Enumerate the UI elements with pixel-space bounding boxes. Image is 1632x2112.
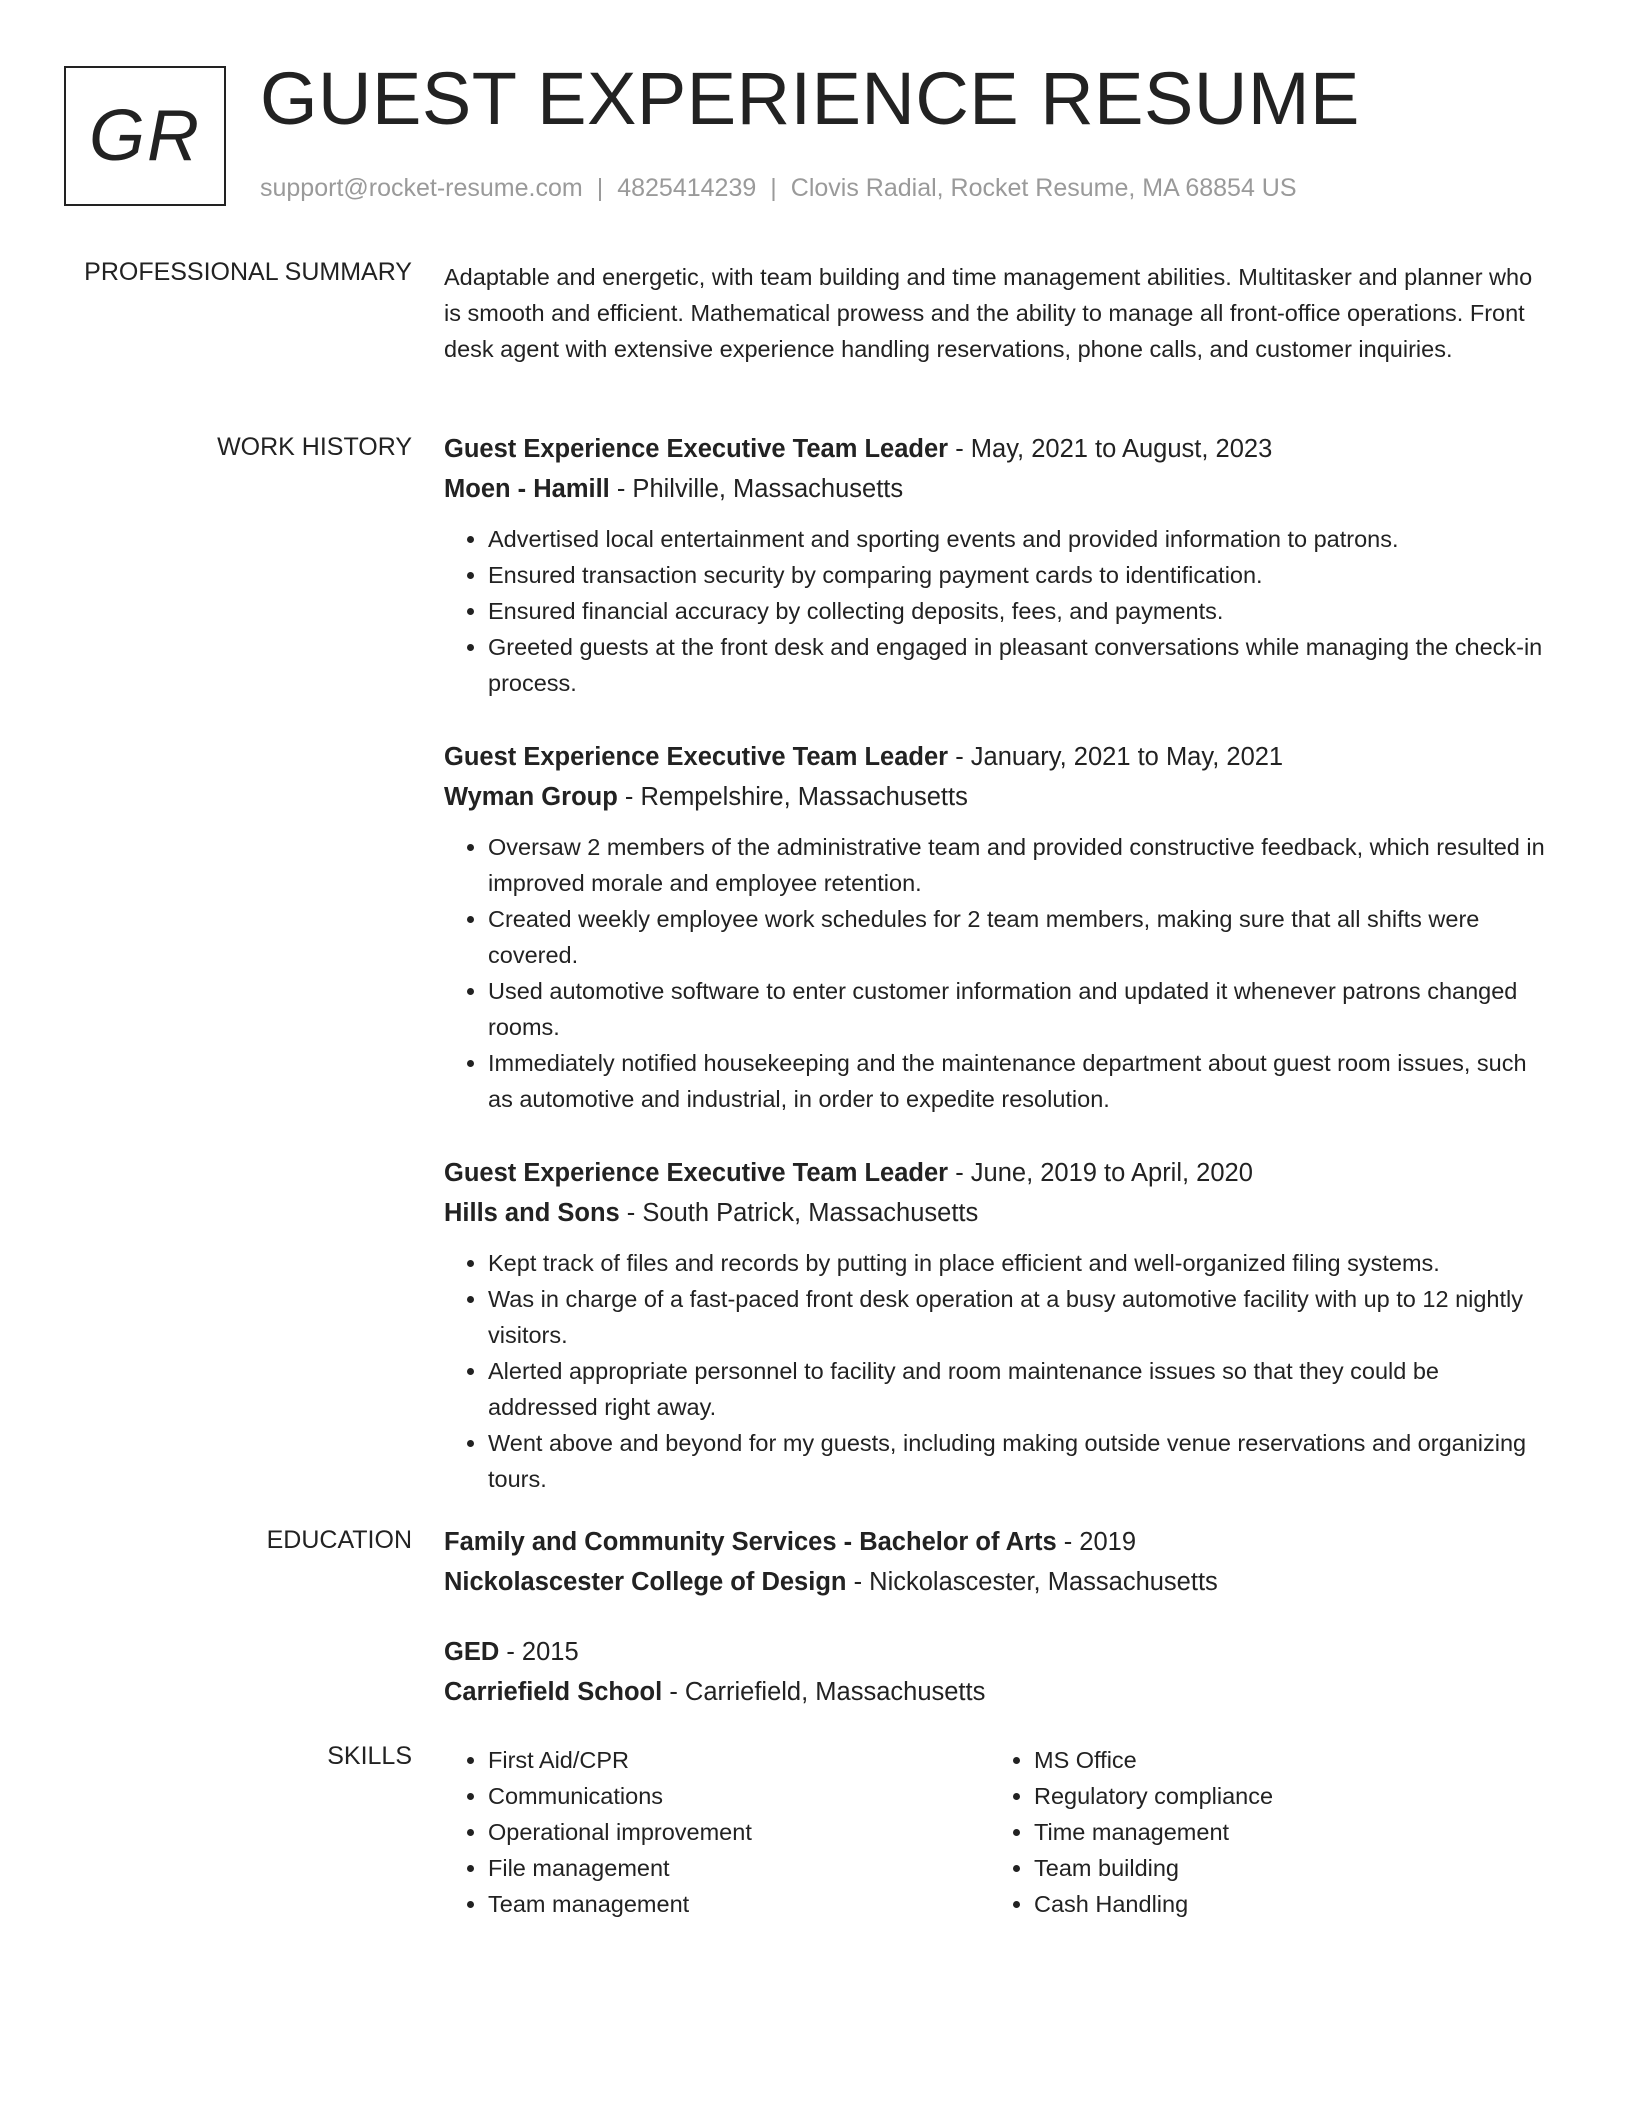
section-label-work: WORK HISTORY — [217, 433, 412, 461]
monogram-box — [64, 66, 226, 206]
skills-list-right — [990, 1742, 1536, 1922]
summary-body — [444, 259, 1554, 367]
job-location: - South Patrick, Massachusetts — [626, 1199, 979, 1227]
skill-item: • Regulatory compliance — [1034, 1778, 1536, 1814]
edu-degree-line — [444, 1522, 1554, 1562]
job-title: Guest Experience Executive Team Leader — [444, 1159, 949, 1187]
job-title-line — [444, 1153, 1554, 1193]
contact-address: Clovis Radial, Rocket Resume, MA 68854 US — [790, 174, 1297, 202]
edu-degree: GED — [444, 1638, 500, 1666]
job-entry — [444, 737, 1554, 1117]
skill-item: • Team building — [1034, 1850, 1536, 1886]
skill-item: • Time management — [1034, 1814, 1536, 1850]
contact-separator: | — [770, 174, 777, 202]
job-bullet: • Immediately notified housekeeping and the maintenance department about guest room issues, such as automotive and industrial, in order to expedite resolution. — [488, 1045, 1554, 1117]
skill-item: • Cash Handling — [1034, 1886, 1536, 1922]
edu-school: Carriefield School — [444, 1678, 663, 1706]
job-bullet: • Kept track of files and records by putting in place efficient and well-organized filing systems. — [488, 1245, 1554, 1281]
skill-item: • Communications — [488, 1778, 990, 1814]
job-company: Wyman Group — [444, 783, 618, 811]
monogram-initials: GR — [89, 96, 201, 176]
job-bullet: • Was in charge of a fast-paced front desk operation at a busy automotive facility with up to 12 nightly visitors. — [488, 1281, 1554, 1353]
contact-separator: | — [596, 174, 604, 202]
job-dates: - January, 2021 to May, 2021 — [955, 743, 1284, 771]
job-bullet: • Greeted guests at the front desk and engaged in pleasant conversations while managing the check-in process. — [488, 629, 1554, 701]
edu-year: - 2015 — [506, 1638, 579, 1666]
skill-item: • MS Office — [1034, 1742, 1536, 1778]
edu-school-line — [444, 1672, 1554, 1712]
job-bullet: • Used automotive software to enter customer information and updated it whenever patrons changed rooms. — [488, 973, 1554, 1045]
job-bullet: • Ensured financial accuracy by collecting deposits, fees, and payments. — [488, 593, 1554, 629]
job-title: Guest Experience Executive Team Leader — [444, 435, 949, 463]
skill-item: • Team management — [488, 1886, 990, 1922]
contact-line — [260, 174, 1297, 203]
edu-degree-line — [444, 1632, 1554, 1672]
edu-location: - Nickolascester, Massachusetts — [853, 1568, 1218, 1596]
job-company: Moen - Hamill — [444, 475, 610, 503]
edu-degree: Family and Community Services - Bachelor of Arts — [444, 1528, 1057, 1556]
education-entry — [444, 1522, 1554, 1602]
job-company-line — [444, 469, 1554, 509]
job-title: Guest Experience Executive Team Leader — [444, 743, 949, 771]
edu-year: - 2019 — [1063, 1528, 1137, 1556]
job-bullets — [444, 829, 1554, 1117]
job-title-line — [444, 737, 1554, 777]
skills-body — [444, 1742, 1554, 1922]
job-bullet: • Ensured transaction security by comparing payment cards to identification. — [488, 557, 1554, 593]
job-bullet: • Alerted appropriate personnel to facility and room maintenance issues so that they could be addressed right away. — [488, 1353, 1554, 1425]
job-bullets — [444, 1245, 1554, 1497]
skill-item: • File management — [488, 1850, 990, 1886]
job-location: - Rempelshire, Massachusetts — [624, 783, 968, 811]
work-body — [444, 429, 1554, 1533]
job-company-line — [444, 1193, 1554, 1233]
job-dates: - June, 2019 to April, 2020 — [955, 1159, 1253, 1187]
job-location: - Philville, Massachusetts — [616, 475, 904, 503]
job-title-line — [444, 429, 1554, 469]
education-body — [444, 1522, 1554, 1742]
edu-school-line — [444, 1562, 1554, 1602]
contact-email: support@rocket-resume.com — [260, 174, 583, 202]
section-label-skills: SKILLS — [327, 1742, 412, 1770]
job-bullets — [444, 521, 1554, 701]
job-bullet: • Created weekly employee work schedules for 2 team members, making sure that all shifts were covered. — [488, 901, 1554, 973]
job-company: Hills and Sons — [444, 1199, 620, 1227]
job-dates: - May, 2021 to August, 2023 — [955, 435, 1273, 463]
job-bullet: • Oversaw 2 members of the administrative team and provided constructive feedback, which resulted in improved morale and employee retention. — [488, 829, 1554, 901]
skills-columns — [444, 1742, 1554, 1922]
job-entry — [444, 1153, 1554, 1497]
resume-title: GUEST EXPERIENCE RESUME — [260, 57, 1360, 140]
skills-list-left — [444, 1742, 990, 1922]
summary-text: Adaptable and energetic, with team building and time management abilities. Multitasker and planner who is smooth and efficient. Mathematical prowess and the ability to manage all front-office operations. Front desk agent with extensive experience handling reservations, phone calls, and customer inquiries. — [444, 264, 1533, 362]
job-company-line — [444, 777, 1554, 817]
job-entry — [444, 429, 1554, 701]
skill-item: • First Aid/CPR — [488, 1742, 990, 1778]
section-label-education: EDUCATION — [266, 1526, 412, 1554]
edu-school: Nickolascester College of Design — [444, 1568, 847, 1596]
section-label-summary: PROFESSIONAL SUMMARY — [84, 258, 412, 286]
contact-phone: 4825414239 — [617, 174, 757, 202]
job-bullet: • Advertised local entertainment and sporting events and provided information to patrons. — [488, 521, 1554, 557]
skill-item: • Operational improvement — [488, 1814, 990, 1850]
education-entry — [444, 1632, 1554, 1712]
job-bullet: • Went above and beyond for my guests, including making outside venue reservations and organizing tours. — [488, 1425, 1554, 1497]
edu-location: - Carriefield, Massachusetts — [669, 1678, 986, 1706]
